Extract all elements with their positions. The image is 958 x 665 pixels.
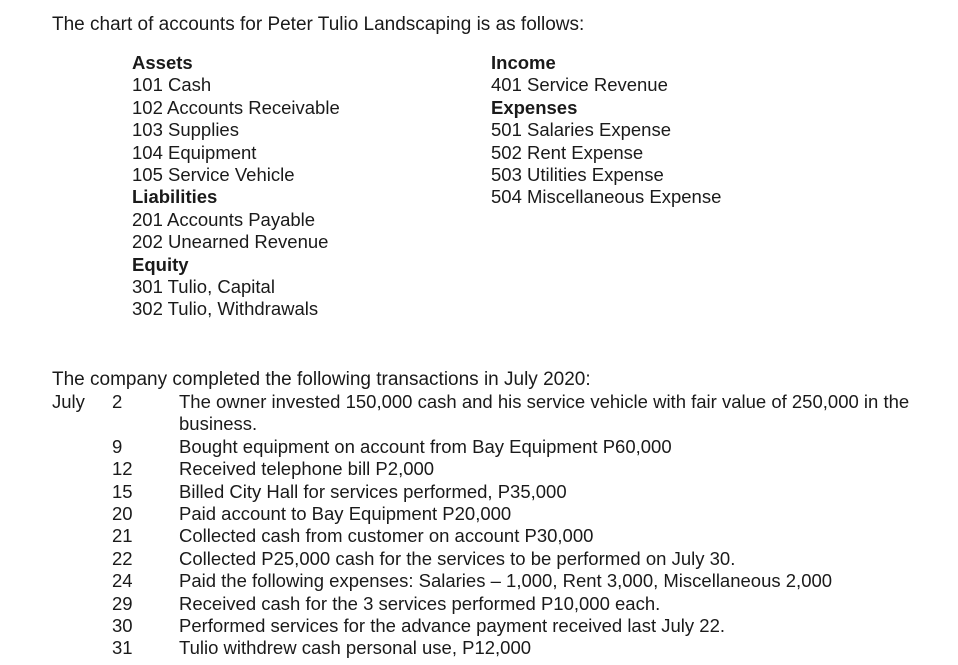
transaction-description: Collected cash from customer on account P30,000: [179, 525, 594, 547]
transaction-description: The owner invested 150,000 cash and his service vehicle with fair value of 250,000 in the business.: [179, 391, 910, 435]
transaction-description: Paid the following expenses: Salaries – 1,000, Rent 3,000, Miscellaneous 2,000: [179, 570, 833, 592]
transaction-row: [0, 503, 958, 525]
transactions-list: [0, 391, 958, 660]
transaction-row: [0, 525, 958, 547]
transaction-row: [0, 391, 958, 436]
transaction-day: 29: [112, 592, 133, 614]
coa-account: 202 Unearned Revenue: [132, 231, 329, 253]
transaction-row: [0, 615, 958, 637]
transactions-intro: The company completed the following transactions in July 2020:: [52, 369, 591, 390]
transaction-description: Billed City Hall for services performed, P35,000: [179, 480, 567, 502]
transaction-day: 9: [112, 435, 123, 457]
transaction-row: [0, 481, 958, 503]
transaction-row: [0, 458, 958, 480]
coa-account: 101 Cash: [132, 74, 212, 96]
coa-account: 502 Rent Expense: [491, 141, 644, 163]
transaction-day: 2: [112, 391, 123, 412]
transaction-day: 21: [112, 525, 133, 547]
transaction-description: Tulio withdrew cash personal use, P12,000: [179, 637, 532, 659]
transaction-row: [0, 436, 958, 458]
transaction-day: 15: [112, 480, 133, 502]
transaction-row: [0, 548, 958, 570]
transaction-month: July: [52, 391, 85, 412]
coa-heading: Assets: [132, 52, 193, 73]
coa-heading: Equity: [132, 253, 189, 275]
transaction-day: 22: [112, 547, 133, 569]
transaction-row: [0, 593, 958, 615]
transaction-row: [0, 637, 958, 659]
coa-account: 503 Utilities Expense: [491, 164, 664, 186]
coa-account: 201 Accounts Payable: [132, 208, 316, 230]
chart-of-accounts-intro: The chart of accounts for Peter Tulio Landscaping is as follows:: [52, 14, 585, 35]
coa-account: 103 Supplies: [132, 119, 239, 141]
coa-account: 401 Service Revenue: [491, 74, 668, 96]
transaction-day: 31: [112, 637, 133, 659]
transaction-description: Bought equipment on account from Bay Equipment P60,000: [179, 435, 672, 457]
coa-heading: Expenses: [491, 96, 578, 118]
coa-heading: Liabilities: [132, 186, 218, 208]
transaction-row: [0, 570, 958, 592]
coa-right-column: [491, 52, 721, 209]
coa-account: 302 Tulio, Withdrawals: [132, 298, 319, 320]
transaction-description: Received telephone bill P2,000: [179, 458, 435, 480]
transaction-day: 12: [112, 458, 133, 480]
coa-account: 301 Tulio, Capital: [132, 276, 275, 298]
transaction-description: Collected P25,000 cash for the services to be performed on July 30.: [179, 547, 736, 569]
transaction-description: Paid account to Bay Equipment P20,000: [179, 502, 512, 524]
transaction-day: 30: [112, 614, 133, 636]
coa-heading: Income: [491, 52, 556, 73]
coa-account: 102 Accounts Receivable: [132, 96, 340, 118]
transaction-day: 24: [112, 570, 133, 592]
transaction-description: Performed services for the advance payment received last July 22.: [179, 614, 726, 636]
coa-account: 501 Salaries Expense: [491, 119, 671, 141]
transaction-description: Received cash for the 3 services performed P10,000 each.: [179, 592, 661, 614]
coa-left-column: [132, 52, 340, 321]
coa-account: 504 Miscellaneous Expense: [491, 186, 722, 208]
transaction-day: 20: [112, 502, 133, 524]
coa-account: 105 Service Vehicle: [132, 164, 295, 186]
coa-account: 104 Equipment: [132, 141, 257, 163]
